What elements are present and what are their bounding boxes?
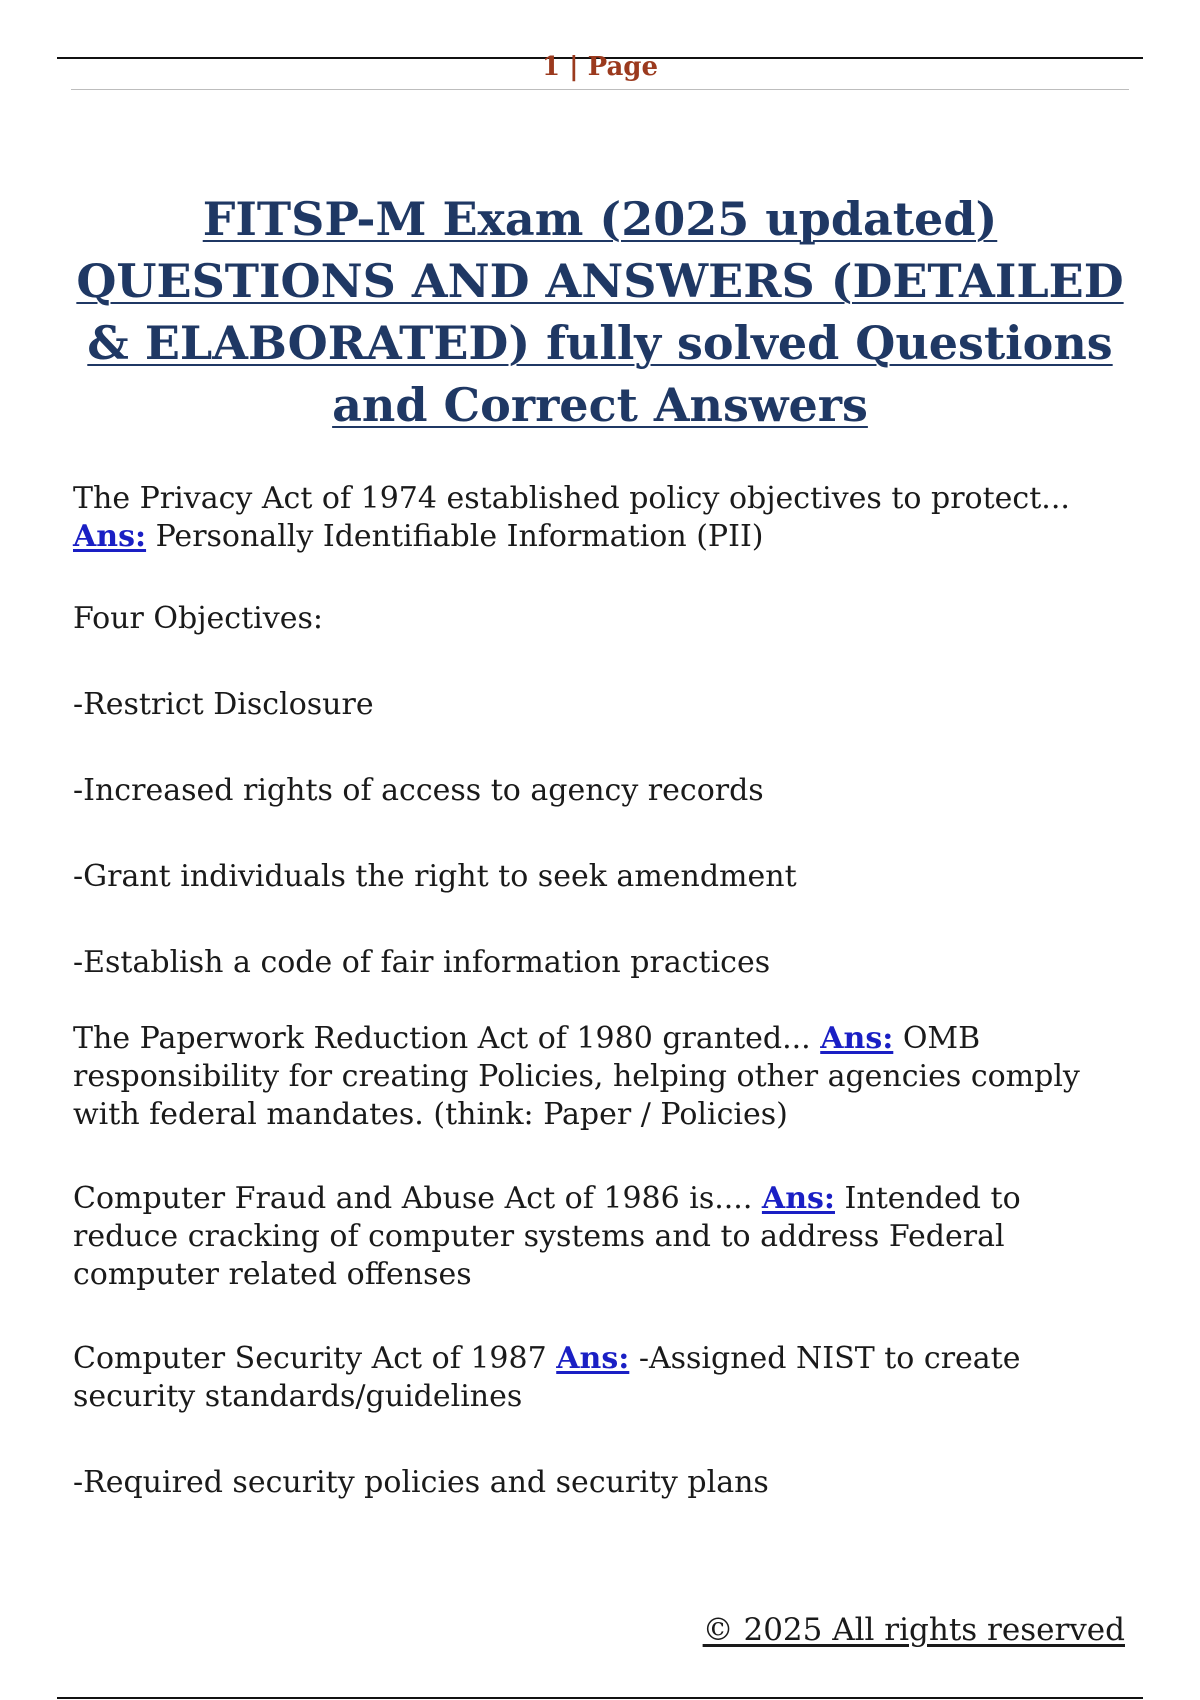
qa-item xyxy=(73,1340,1133,1416)
header-divider xyxy=(71,89,1129,90)
qa-item xyxy=(73,480,1133,556)
question-text: Computer Fraud and Abuse Act of 1986 is.... xyxy=(73,1181,762,1216)
answer-text: OMB responsibility for creating Policies, helping other agencies comply with federal mandates. (think: Paper / Policies) xyxy=(73,1021,1080,1132)
answer-text: Personally Identifiable Information (PII) xyxy=(146,519,764,554)
list-item: -Grant individuals the right to seek amendment xyxy=(73,859,797,894)
answer-text: -Assigned NIST to create security standards/guidelines xyxy=(73,1341,1021,1414)
list-item: -Increased rights of access to agency records xyxy=(73,773,764,808)
question-text: Computer Security Act of 1987 xyxy=(73,1341,557,1376)
question-text: The Privacy Act of 1974 established policy objectives to protect... xyxy=(73,481,1070,516)
qa-content xyxy=(73,480,1133,1502)
answer-link[interactable]: Ans: xyxy=(556,1341,630,1376)
qa-item xyxy=(73,1020,1133,1134)
answer-link[interactable]: Ans: xyxy=(73,519,147,554)
list-item: -Restrict Disclosure xyxy=(73,687,374,722)
answer-link[interactable]: Ans: xyxy=(820,1021,894,1056)
copyright-footer: © 2025 All rights reserved xyxy=(702,1612,1125,1648)
list-heading: Four Objectives: xyxy=(73,601,323,636)
page-number-header: 1 | Page xyxy=(541,52,659,82)
answer-text: Intended to reduce cracking of computer systems and to address Federal computer related offenses xyxy=(73,1181,1021,1292)
list-item: -Establish a code of fair information practices xyxy=(73,945,771,980)
question-text: The Paperwork Reduction Act of 1980 granted... xyxy=(73,1021,821,1056)
answer-link[interactable]: Ans: xyxy=(761,1181,835,1216)
qa-item xyxy=(73,1180,1133,1294)
document-title: FITSP-M Exam (2025 updated) QUESTIONS AND ANSWERS (DETAILED & ELABORATED) fully solved Questions and Correct Answers xyxy=(76,192,1124,432)
list-item: -Required security policies and security plans xyxy=(73,1465,769,1500)
footer-rule xyxy=(57,1697,1143,1699)
